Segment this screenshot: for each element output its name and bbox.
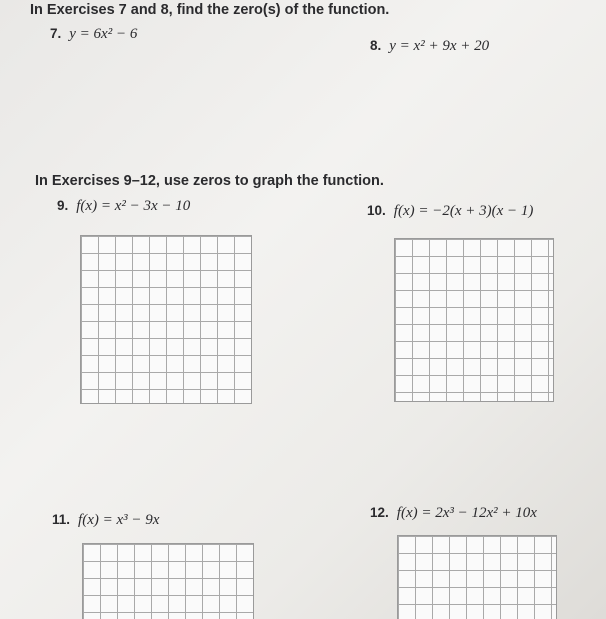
exercise-8-equation: y = x² + 9x + 20 — [389, 38, 490, 54]
exercise-9-equation: f(x) = x² − 3x − 10 — [76, 198, 191, 214]
exercise-8-number: 8. — [370, 38, 382, 53]
exercise-10 — [367, 203, 533, 220]
exercise-12-number: 12. — [370, 505, 389, 520]
exercise-8 — [370, 38, 489, 55]
exercise-7 — [50, 26, 137, 43]
heading-exercises-9-12: In Exercises 9–12, use zeros to graph the function. — [35, 173, 384, 189]
exercise-11-equation: f(x) = x³ − 9x — [78, 512, 160, 528]
graph-grid-exercise-10[interactable] — [394, 238, 554, 402]
graph-grid-exercise-12[interactable] — [397, 535, 557, 619]
exercise-9 — [57, 198, 190, 215]
graph-grid-exercise-9[interactable] — [80, 235, 252, 404]
exercise-9-number: 9. — [57, 198, 69, 213]
exercise-10-number: 10. — [367, 203, 386, 218]
exercise-11-number: 11. — [52, 512, 71, 527]
exercise-12 — [370, 505, 537, 522]
exercise-10-equation: f(x) = −2(x + 3)(x − 1) — [393, 203, 534, 219]
exercise-12-equation: f(x) = 2x³ − 12x² + 10x — [396, 505, 537, 521]
exercise-7-equation: y = 6x² − 6 — [69, 26, 138, 42]
exercise-7-number: 7. — [50, 26, 62, 41]
heading-exercises-7-8: In Exercises 7 and 8, find the zero(s) of the function. — [30, 2, 390, 18]
exercise-11 — [52, 512, 159, 529]
graph-grid-exercise-11[interactable] — [82, 543, 254, 619]
